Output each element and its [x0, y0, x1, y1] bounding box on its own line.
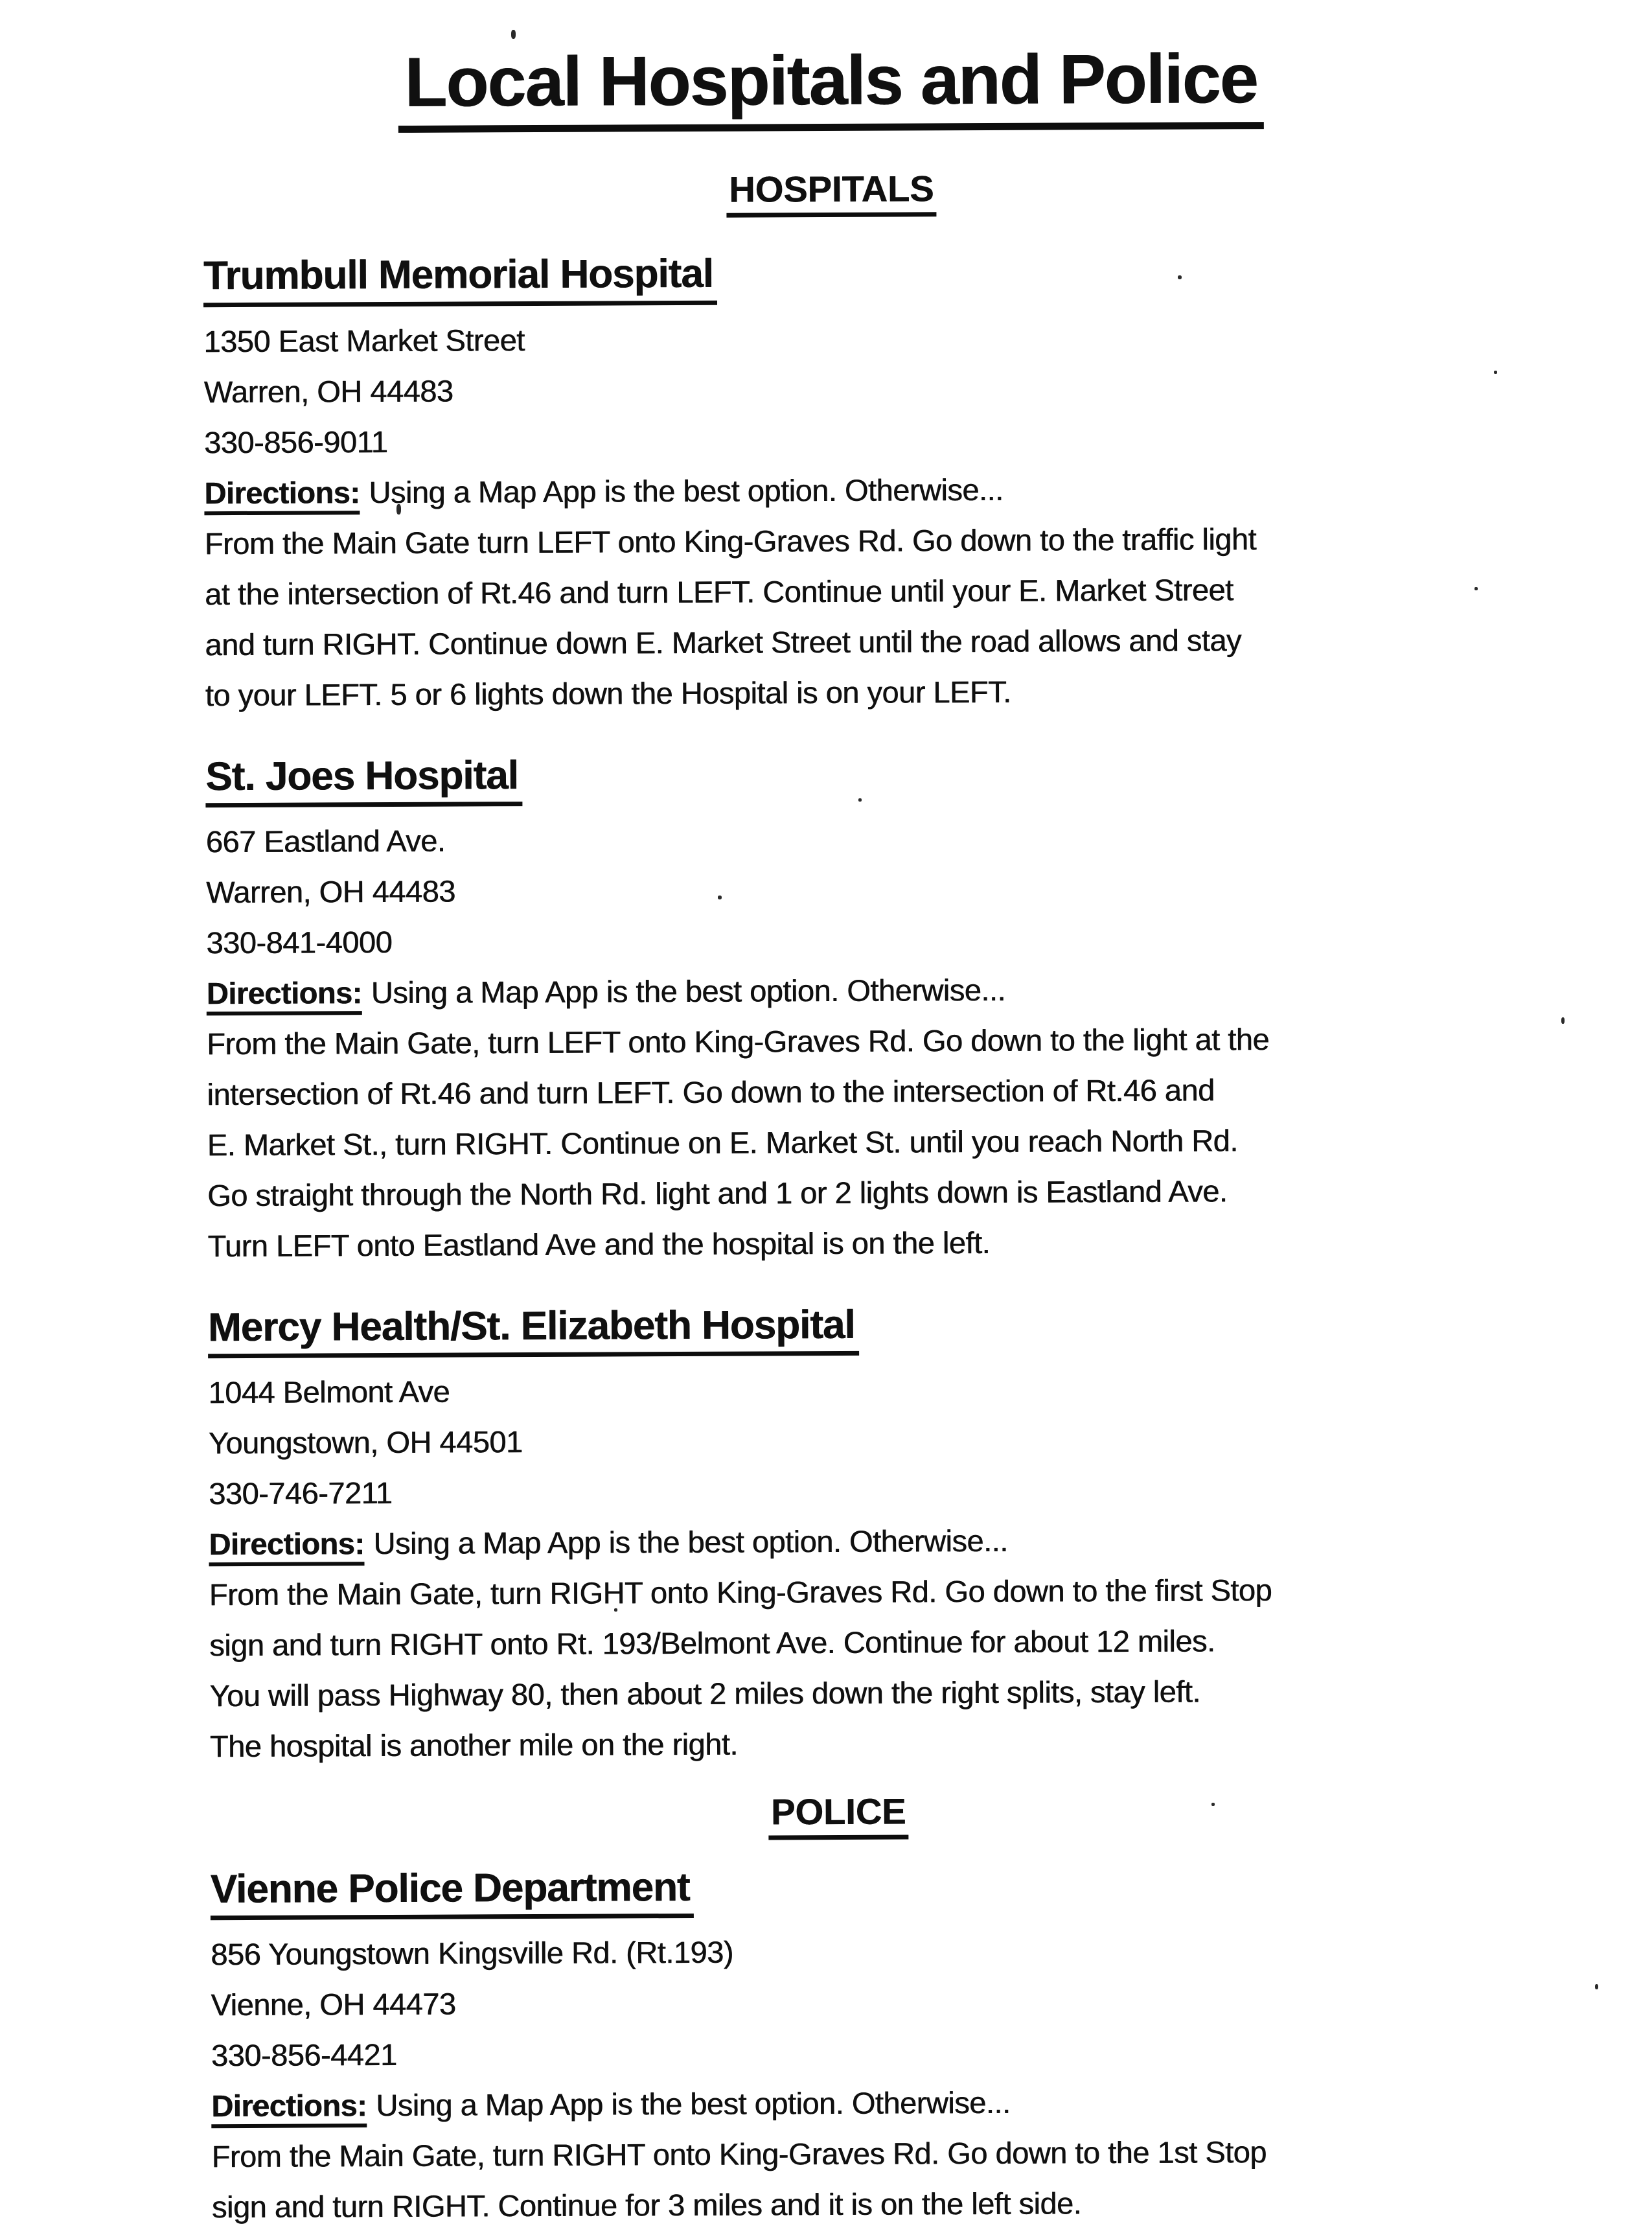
directions-text-line: From the Main Gate turn LEFT onto King-Graves Rd. Go down to the traffic light	[204, 521, 1257, 561]
directions-text-line: From the Main Gate, turn RIGHT onto King-Graves Rd. Go down to the first Stop	[209, 1572, 1272, 1612]
hospital-entry-st-joes	[205, 747, 1464, 1271]
directions-text-line: to your LEFT. 5 or 6 lights down the Hospital is on your LEFT.	[205, 674, 1011, 712]
address-line-1: 1350 East Market Street	[203, 322, 525, 358]
directions-text-line: You will pass Highway 80, then about 2 miles down the right splits, stay left.	[209, 1674, 1200, 1713]
address-line-1: 1044 Belmont Ave	[208, 1374, 450, 1410]
address-line-2: Warren, OH 44483	[203, 373, 453, 409]
document-content	[202, 0, 1469, 2233]
directions-text-line: The hospital is another mile on the right.	[209, 1726, 738, 1764]
phone-number: 330-841-4000	[206, 924, 393, 960]
police-section-heading: POLICE	[768, 1790, 909, 1840]
address-line-2: Youngstown, OH 44501	[208, 1424, 523, 1461]
police-department-name: Vienne Police Department	[211, 1864, 694, 1920]
scan-speckle	[1561, 1017, 1565, 1024]
directions-text-line: and turn RIGHT. Continue down E. Market Street until the road allows and stay	[205, 622, 1241, 662]
directions-intro-line	[209, 1514, 1465, 1569]
directions-label: Directions:	[211, 2088, 367, 2129]
directions-intro: Using a Map App is the best option. Otherwise...	[373, 1523, 1008, 1560]
directions-intro: Using a Map App is the best option. Otherwise...	[369, 472, 1004, 509]
address-line-2: Warren, OH 44483	[205, 874, 455, 909]
phone-number: 330-856-9011	[203, 424, 388, 459]
phone-number: 330-746-7211	[208, 1475, 393, 1511]
directions-text-line: From the Main Gate, turn LEFT onto King-Graves Rd. Go down to the light at the	[206, 1021, 1270, 1061]
address-line-1: 667 Eastland Ave.	[205, 823, 446, 859]
directions-label: Directions:	[204, 475, 360, 515]
hospital-entry-mercy	[208, 1298, 1467, 1772]
directions-text-line: From the Main Gate, turn RIGHT onto King-Graves Rd. Go down to the 1st Stop	[211, 2135, 1267, 2174]
directions-text-line: Turn LEFT onto Eastland Ave and the hospital is on the left.	[207, 1225, 991, 1263]
police-entry-vienne	[211, 1860, 1469, 2233]
directions-intro-line	[207, 962, 1463, 1018]
directions-label: Directions:	[207, 975, 362, 1015]
phone-number: 330-856-4421	[211, 2037, 397, 2073]
address-line-2: Vienne, OH 44473	[211, 1986, 456, 2022]
directions-label: Directions:	[209, 1526, 364, 1566]
directions-text-line: Go straight through the North Rd. light and 1 or 2 lights down is Eastland Ave.	[207, 1174, 1228, 1212]
hospital-name: Trumbull Memorial Hospital	[203, 250, 717, 307]
directions-intro: Using a Map App is the best option. Otherwise...	[371, 972, 1005, 1010]
scan-speckle	[1494, 371, 1497, 374]
hospital-entry-trumbull	[203, 247, 1462, 721]
directions-text-line: sign and turn RIGHT. Continue for 3 miles and it is on the left side.	[211, 2186, 1082, 2225]
page-title: Local Hospitals and Police	[398, 40, 1264, 133]
scan-speckle	[1595, 1984, 1598, 1989]
directions-intro-line	[204, 462, 1461, 518]
directions-text-line: E. Market St., turn RIGHT. Continue on E. Market St. until you reach North Rd.	[207, 1122, 1238, 1162]
hospitals-section-heading: HOSPITALS	[726, 168, 937, 218]
directions-intro-line	[211, 2076, 1468, 2131]
directions-text-line: sign and turn RIGHT onto Rt. 193/Belmont Ave. Continue for about 12 miles.	[209, 1623, 1215, 1663]
hospital-name: St. Joes Hospital	[205, 752, 522, 807]
hospital-name: Mercy Health/St. Elizabeth Hospital	[208, 1301, 859, 1358]
directions-text-line: intersection of Rt.46 and turn LEFT. Go down to the intersection of Rt.46 and	[207, 1072, 1215, 1111]
directions-intro: Using a Map App is the best option. Otherwise...	[376, 2085, 1011, 2123]
scan-speckle	[1474, 587, 1478, 590]
address-line-1: 856 Youngstown Kingsville Rd. (Rt.193)	[211, 1935, 733, 1972]
directions-text-line: at the intersection of Rt.46 and turn LEFT. Continue until your E. Market Street	[204, 572, 1233, 611]
